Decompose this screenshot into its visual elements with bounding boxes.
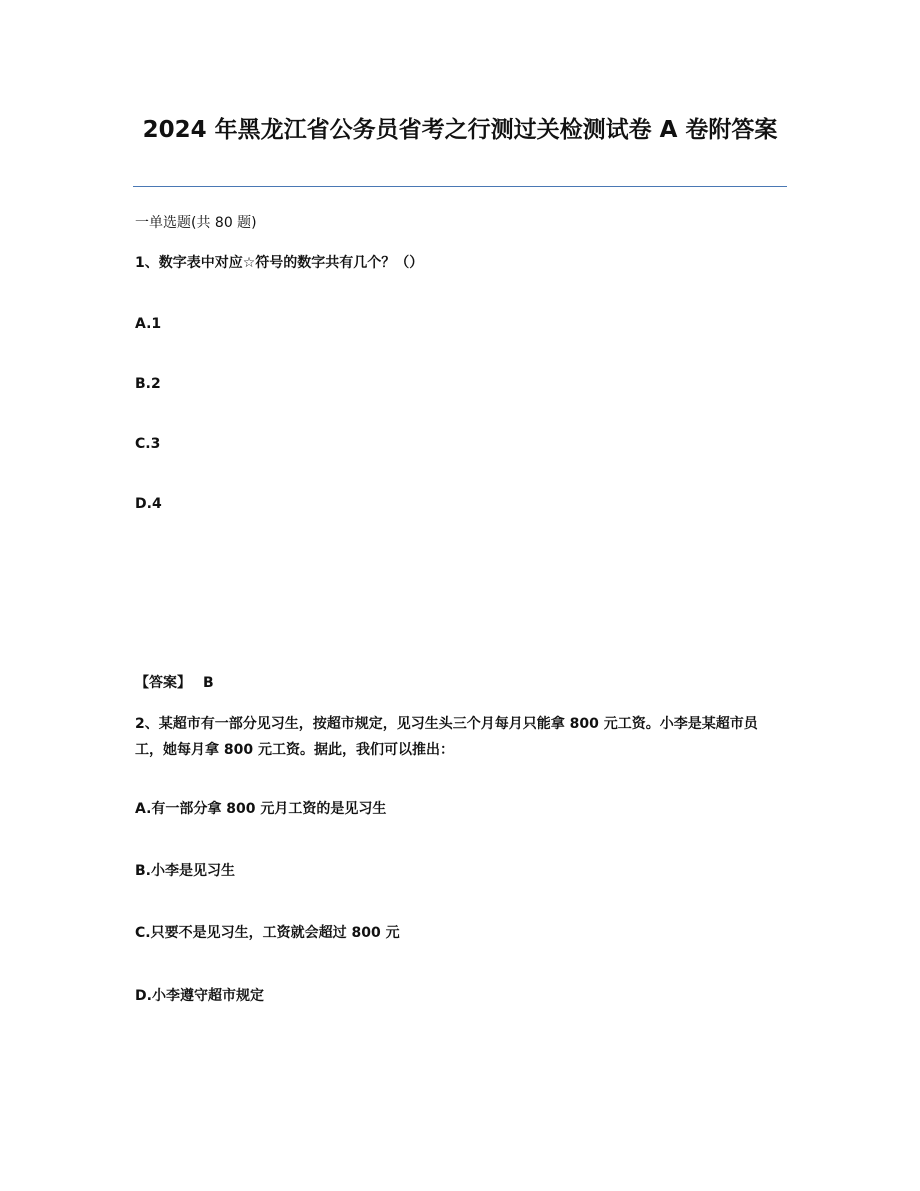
question-2-option-c: C.只要不是见习生，工资就会超过 800 元 [135, 925, 400, 941]
document-title: 2024 年黑龙江省公务员省考之行测过关检测试卷 A 卷附答案 [142, 117, 778, 143]
question-1-stem: 1、数字表中对应☆符号的数字共有几个？（） [135, 255, 424, 271]
question-1-option-c: C.3 [135, 436, 161, 452]
answer-value: B [203, 675, 214, 691]
question-2-option-b: B.小李是见习生 [135, 863, 235, 879]
question-1-option-d: D.4 [135, 496, 162, 512]
question-1-option-a: A.1 [135, 316, 162, 332]
title-divider [133, 186, 787, 187]
question-2-option-a: A.有一部分拿 800 元月工资的是见习生 [135, 801, 387, 817]
section-heading: 一单选题(共 80 题) [135, 215, 257, 231]
question-1-answer [135, 673, 214, 693]
question-2-stem: 2、某超市有一部分见习生，按超市规定，见习生头三个月每月只能拿 800 元工资。小李是某超市员工，她每月拿 800 元工资。据此，我们可以推出： [135, 716, 758, 758]
question-2-option-d: D.小李遵守超市规定 [135, 988, 264, 1004]
answer-label: 【答案】 [135, 675, 191, 691]
question-1-option-b: B.2 [135, 376, 161, 392]
